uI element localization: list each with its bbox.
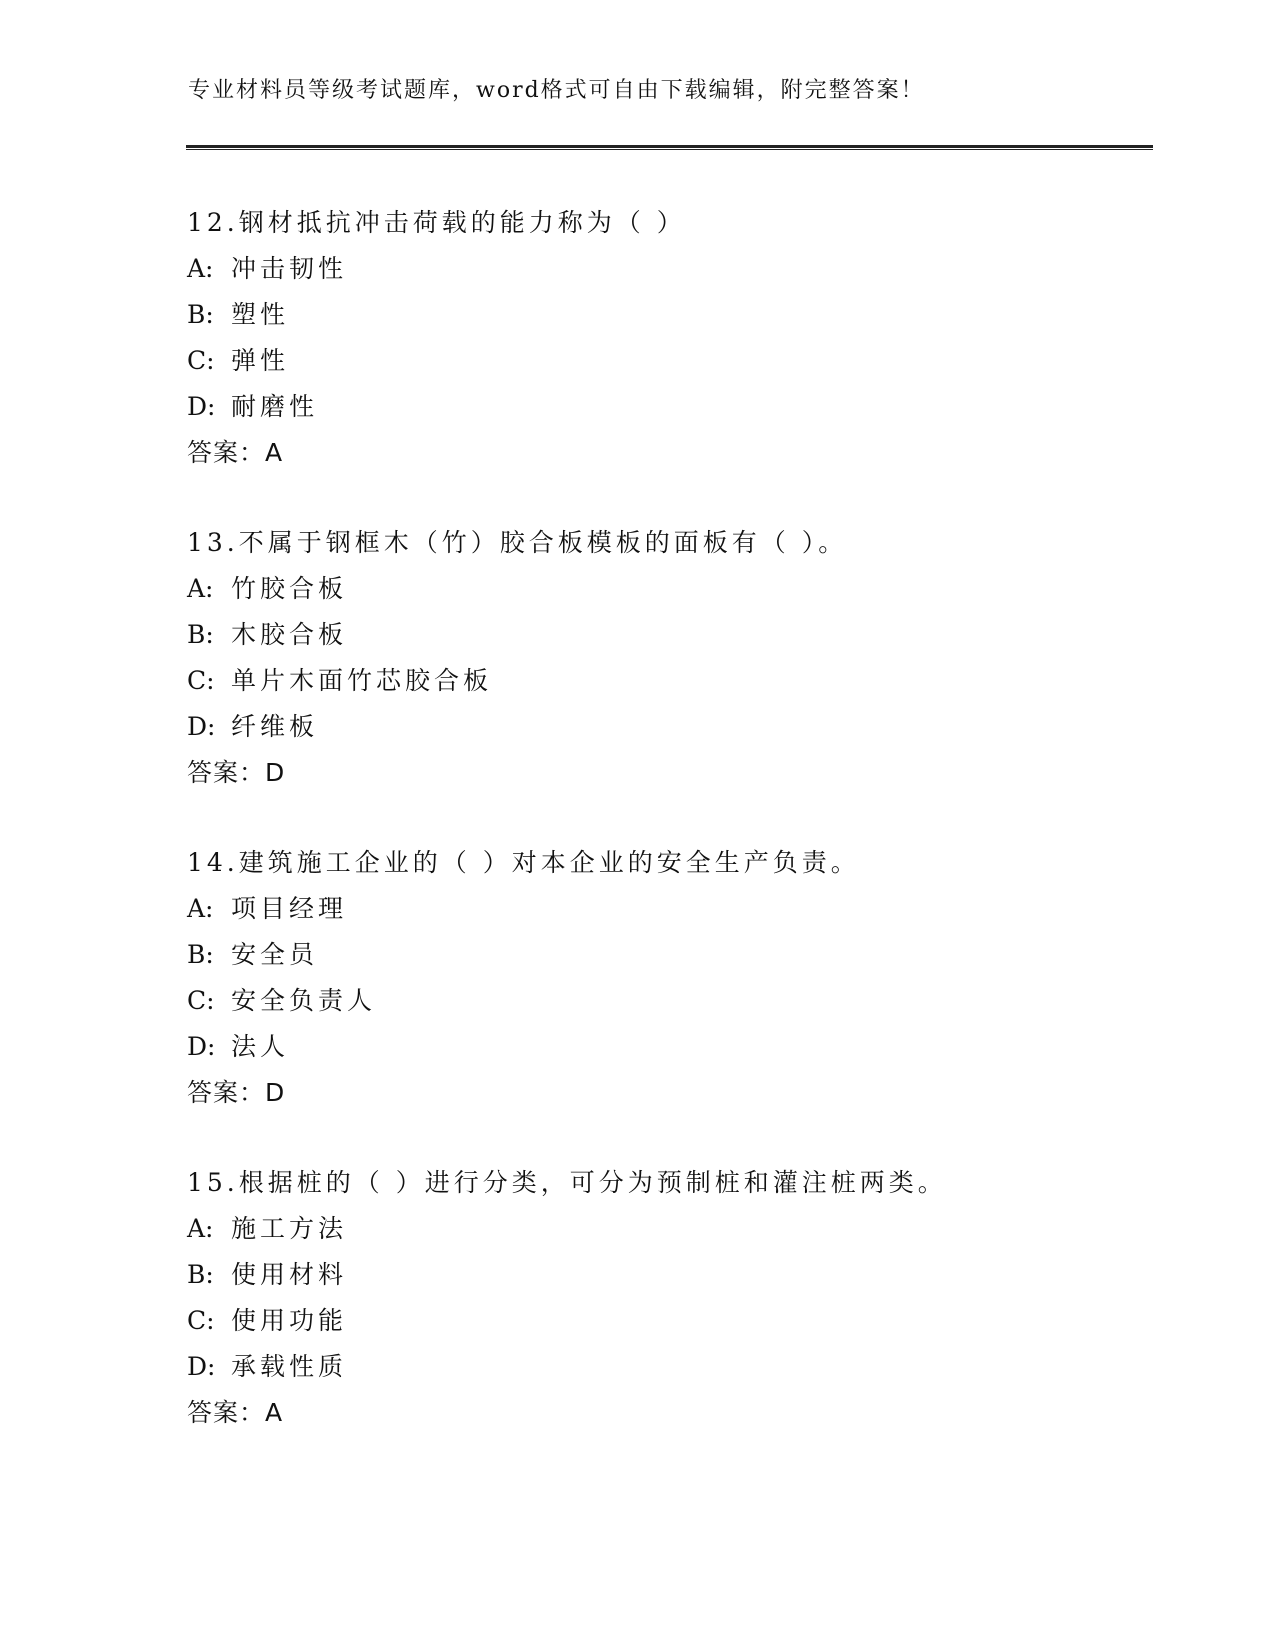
option-c xyxy=(187,1298,1167,1344)
answer-label: 答案：A xyxy=(187,1398,284,1427)
option-text: 冲击韧性 xyxy=(231,254,348,283)
option-key: D: xyxy=(187,1352,216,1381)
option-d xyxy=(187,704,1167,750)
option-key: C: xyxy=(187,666,215,695)
option-text: 使用功能 xyxy=(231,1306,348,1335)
option-text: 承载性质 xyxy=(231,1352,348,1381)
option-text: 安全员 xyxy=(231,940,319,969)
option-a xyxy=(187,1206,1167,1252)
option-a xyxy=(187,566,1167,612)
answer-label: 答案：D xyxy=(187,758,286,787)
option-text: 纤维板 xyxy=(231,712,319,741)
option-key: A: xyxy=(187,574,214,603)
option-key: B: xyxy=(187,620,214,649)
option-b xyxy=(187,612,1167,658)
option-key: D: xyxy=(187,712,216,741)
option-d xyxy=(187,1344,1167,1390)
question-stem: 14.建筑施工企业的（ ）对本企业的安全生产负责。 xyxy=(187,848,860,877)
option-a xyxy=(187,886,1167,932)
option-key: A: xyxy=(187,894,214,923)
option-a xyxy=(187,246,1167,292)
option-text: 竹胶合板 xyxy=(231,574,348,603)
option-d xyxy=(187,384,1167,430)
answer-label: 答案：A xyxy=(187,438,284,467)
option-key: A: xyxy=(187,254,214,283)
option-b xyxy=(187,932,1167,978)
question-stem: 15.根据桩的（ ）进行分类，可分为预制桩和灌注桩两类。 xyxy=(187,1168,947,1197)
document-header: 专业材料员等级考试题库，word格式可自由下载编辑，附完整答案！ xyxy=(188,78,925,103)
option-text: 使用材料 xyxy=(231,1260,348,1289)
option-key: B: xyxy=(187,940,214,969)
option-text: 单片木面竹芯胶合板 xyxy=(231,666,493,695)
option-text: 木胶合板 xyxy=(231,620,348,649)
question-block xyxy=(187,1160,1167,1436)
option-c xyxy=(187,338,1167,384)
option-key: B: xyxy=(187,1260,214,1289)
option-text: 塑性 xyxy=(231,300,290,329)
option-text: 弹性 xyxy=(231,346,290,375)
option-c xyxy=(187,978,1167,1024)
question-block xyxy=(187,200,1167,476)
option-key: D: xyxy=(187,1032,216,1061)
question-block xyxy=(187,520,1167,796)
answer-label: 答案：D xyxy=(187,1078,286,1107)
option-key: C: xyxy=(187,1306,215,1335)
question-stem: 13.不属于钢框木（竹）胶合板模板的面板有（ ）。 xyxy=(187,528,848,557)
option-key: B: xyxy=(187,300,214,329)
question-stem: 12.钢材抵抗冲击荷载的能力称为（ ） xyxy=(187,208,686,237)
option-key: D: xyxy=(187,392,216,421)
question-block xyxy=(187,840,1167,1116)
option-text: 安全负责人 xyxy=(231,986,377,1015)
option-b xyxy=(187,292,1167,338)
option-b xyxy=(187,1252,1167,1298)
header-divider xyxy=(186,145,1153,150)
option-c xyxy=(187,658,1167,704)
option-d xyxy=(187,1024,1167,1070)
option-text: 施工方法 xyxy=(231,1214,348,1243)
option-text: 耐磨性 xyxy=(231,392,319,421)
option-text: 法人 xyxy=(231,1032,290,1061)
option-key: A: xyxy=(187,1214,214,1243)
option-key: C: xyxy=(187,986,215,1015)
option-text: 项目经理 xyxy=(231,894,348,923)
option-key: C: xyxy=(187,346,215,375)
